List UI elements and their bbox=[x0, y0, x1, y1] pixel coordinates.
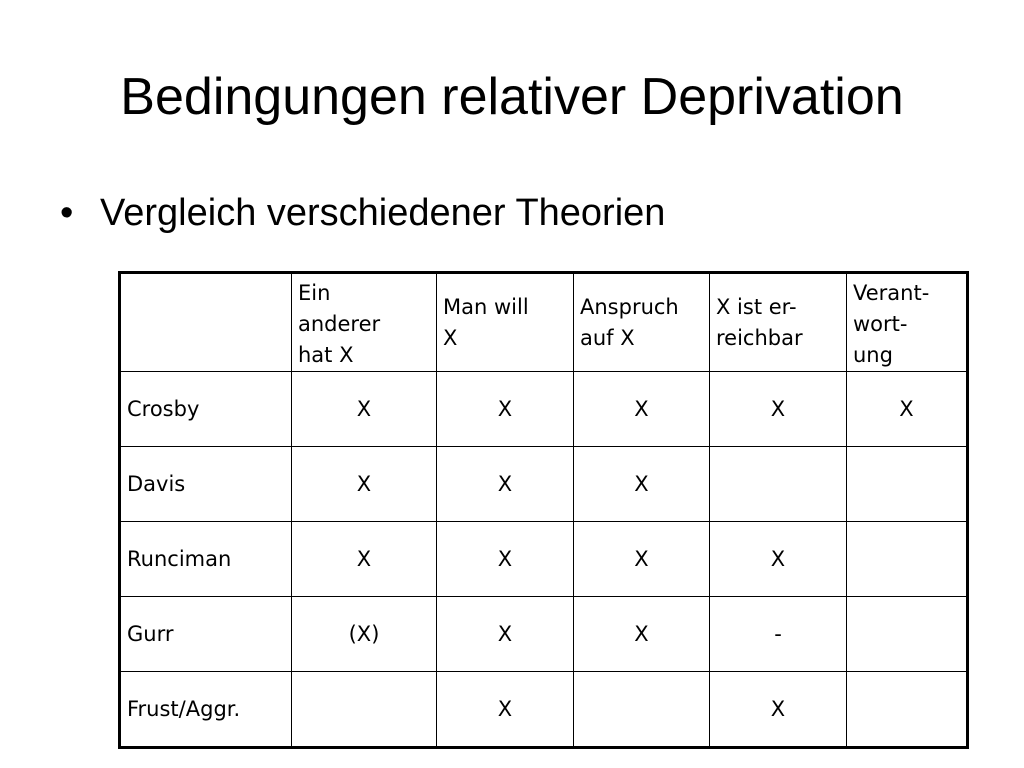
bullet-icon: • bbox=[60, 192, 74, 234]
table-cell: X bbox=[292, 522, 437, 597]
table-cell: X bbox=[574, 597, 710, 672]
table-cell bbox=[847, 447, 968, 522]
table-cell: X bbox=[437, 522, 574, 597]
column-header-label: X ist er- reichbar bbox=[716, 294, 803, 350]
theory-comparison-table bbox=[118, 271, 969, 749]
table-cell: X bbox=[437, 672, 574, 748]
table-cell: - bbox=[710, 597, 847, 672]
column-header bbox=[574, 273, 710, 372]
table-row bbox=[120, 372, 968, 447]
table-cell: X bbox=[710, 522, 847, 597]
table-cell: X bbox=[292, 372, 437, 447]
table-cell bbox=[292, 672, 437, 748]
bullet-item bbox=[60, 188, 665, 238]
column-header-label: Verant- wort- ung bbox=[853, 281, 930, 367]
table-cell: X bbox=[847, 372, 968, 447]
bullet-text: Vergleich verschiedener Theorien bbox=[100, 192, 666, 234]
table-row bbox=[120, 672, 968, 748]
column-header-label: Ein anderer hat X bbox=[298, 281, 381, 367]
table-cell: X bbox=[437, 372, 574, 447]
table-cell bbox=[847, 522, 968, 597]
table-cell: X bbox=[292, 447, 437, 522]
table-cell bbox=[710, 447, 847, 522]
table-row bbox=[120, 447, 968, 522]
table-cell: X bbox=[437, 597, 574, 672]
table-cell bbox=[847, 672, 968, 748]
table-corner-cell bbox=[120, 273, 292, 372]
slide-title: Bedingungen relativer Deprivation bbox=[120, 68, 904, 126]
table-cell bbox=[847, 597, 968, 672]
column-header bbox=[847, 273, 968, 372]
table-row bbox=[120, 597, 968, 672]
theory-name-cell: Runciman bbox=[120, 522, 292, 597]
table-cell: X bbox=[574, 522, 710, 597]
table-row bbox=[120, 522, 968, 597]
table-cell: X bbox=[437, 447, 574, 522]
column-header-label: Man will X bbox=[443, 294, 529, 350]
column-header bbox=[437, 273, 574, 372]
table-header-row bbox=[120, 273, 968, 372]
column-header-label: Anspruch auf X bbox=[580, 294, 679, 350]
table-cell bbox=[574, 672, 710, 748]
column-header bbox=[292, 273, 437, 372]
theory-name-cell: Crosby bbox=[120, 372, 292, 447]
theory-name-cell: Gurr bbox=[120, 597, 292, 672]
column-header bbox=[710, 273, 847, 372]
table-cell: X bbox=[574, 447, 710, 522]
table-cell: X bbox=[710, 372, 847, 447]
table-cell: X bbox=[710, 672, 847, 748]
theory-name-cell: Frust/Aggr. bbox=[120, 672, 292, 748]
table-cell: X bbox=[574, 372, 710, 447]
theory-name-cell: Davis bbox=[120, 447, 292, 522]
table-cell: (X) bbox=[292, 597, 437, 672]
